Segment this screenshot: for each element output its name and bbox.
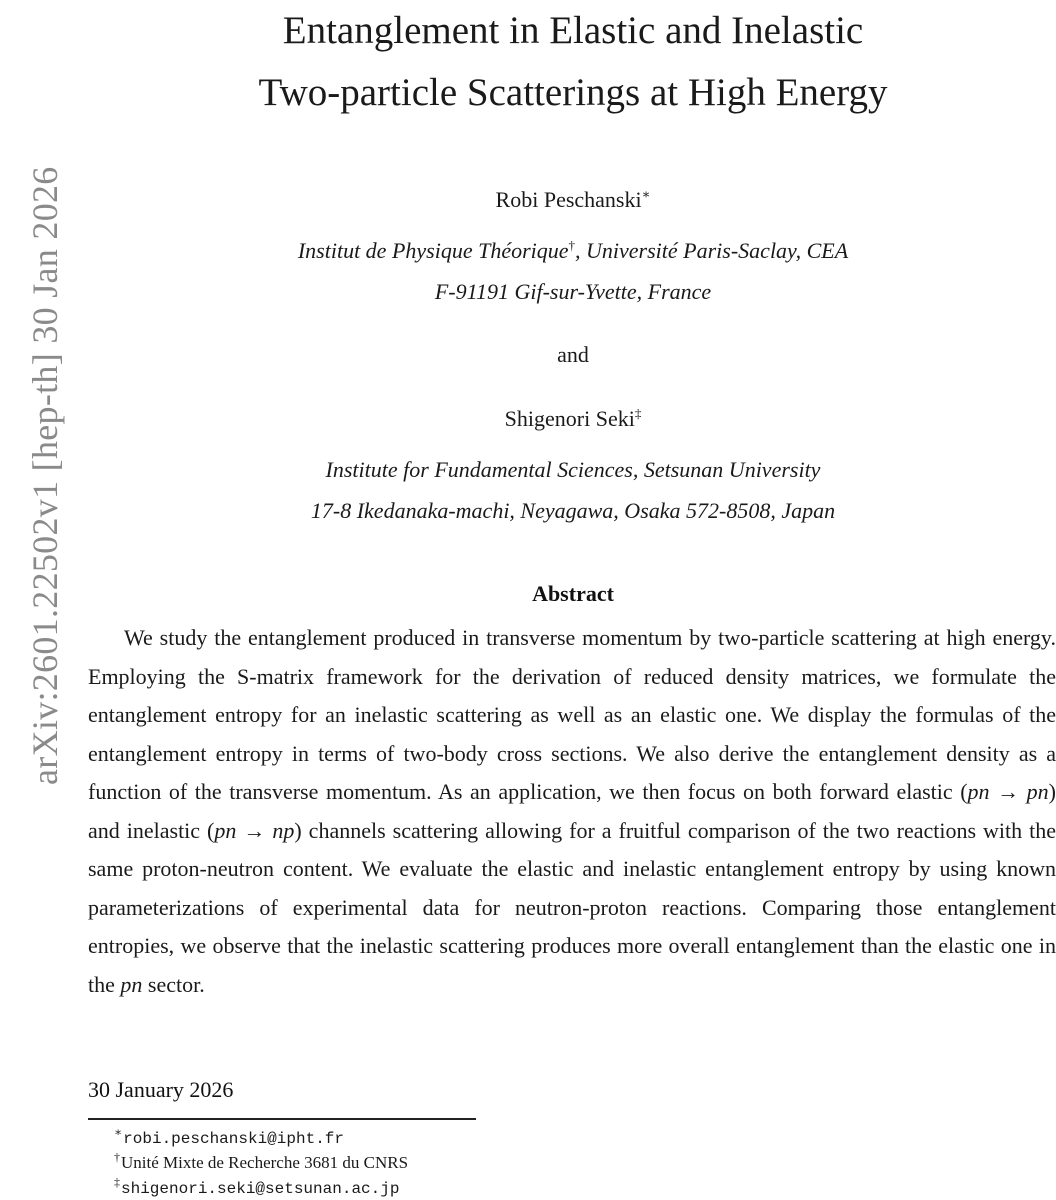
author-1-affiliation-line-1	[90, 237, 1056, 265]
title-line-1: Entanglement in Elastic and Inelastic	[282, 9, 864, 52]
abstract-math-inelastic: pn → np	[214, 817, 295, 843]
arxiv-identifier: arXiv:2601.22502v1 [hep-th] 30 Jan 2026	[25, 166, 65, 785]
abstract-text	[88, 619, 1056, 1004]
abstract-part-4: sector.	[142, 971, 205, 997]
affiliation-institute: Institut de Physique Théorique	[297, 238, 569, 263]
footnote-3-mark: ‡	[114, 1175, 120, 1190]
author-2-mark: ‡	[634, 405, 642, 421]
footnote-2-mark: †	[114, 1150, 120, 1165]
paper-title	[90, 0, 1056, 124]
affiliation-mark: †	[568, 237, 576, 253]
abstract-math-sector: pn	[120, 971, 143, 997]
author-1-affiliation-line-2: F-91191 Gif-sur-Yvette, France	[434, 279, 712, 304]
footnote-divider	[88, 1118, 476, 1120]
footnote-1-mark: ∗	[114, 1125, 123, 1140]
footnote-3-email[interactable]: shigenori.seki@setsunan.ac.jp	[121, 1180, 400, 1198]
affiliation-university: , Université Paris-Saclay, CEA	[575, 238, 849, 263]
footnote-2-text: Unité Mixte de Recherche 3681 du CNRS	[121, 1153, 409, 1172]
author-1-name: Robi Peschanski	[495, 187, 642, 212]
author-1-mark: ∗	[641, 186, 651, 202]
author-2-affiliation-line-1: Institute for Fundamental Sciences, Setsunan University	[325, 457, 821, 482]
title-line-2: Two-particle Scatterings at High Energy	[258, 71, 888, 114]
abstract-math-elastic: pn → pn	[967, 779, 1049, 804]
footnote-1	[114, 1127, 344, 1150]
footnote-1-email[interactable]: robi.peschanski@ipht.fr	[123, 1130, 344, 1148]
paper-date: 30 January 2026	[88, 1077, 234, 1102]
author-2-name: Shigenori Seki	[504, 406, 635, 431]
conjunction: and	[557, 342, 589, 367]
author-2	[90, 405, 1056, 433]
footnote-3	[114, 1177, 399, 1200]
abstract-part-3: ) channels scattering allowing for a fruitful comparison of the two reactions with the same proton-neutron content. We evaluate the elastic and inelastic entanglement entropy by using known parameterizations of experimental data for neutron-proton reactions. Comparing those entanglement entropies, we observe that the inelastic scattering produces more overall entanglement than the elastic one in the	[88, 817, 1056, 997]
abstract-heading: Abstract	[532, 581, 614, 606]
author-1	[90, 186, 1056, 214]
footnote-2	[114, 1152, 408, 1174]
abstract-part-1: We study the entanglement produced in transverse momentum by two-particle scattering at high energy. Employing the S-matrix framework for the derivation of reduced density matrices, we formulate the entanglement entropy for an inelastic scattering as well as an elastic one. We display the formulas of the entanglement entropy in terms of two-body cross sections. We also derive the entanglement density as a function of the transverse momentum. As an application, we then focus on both forward elastic (	[88, 625, 1056, 804]
author-2-affiliation-line-2: 17-8 Ikedanaka-machi, Neyagawa, Osaka 572-8508, Japan	[310, 498, 836, 523]
abstract-part-2: ) and inelastic (	[88, 779, 1056, 843]
arxiv-side-stamp	[0, 0, 65, 790]
